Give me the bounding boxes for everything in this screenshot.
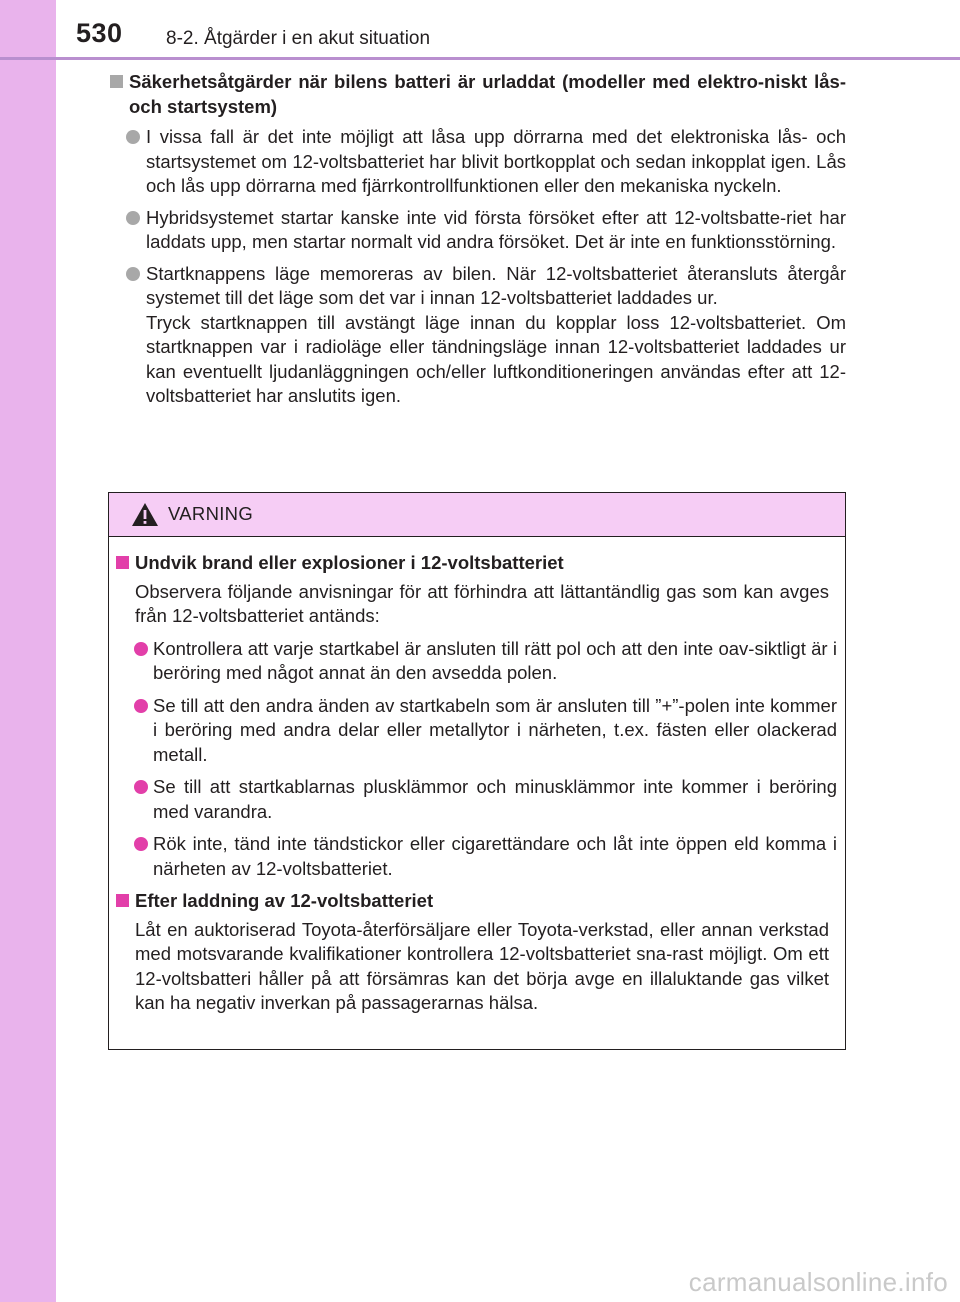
header-rule bbox=[0, 57, 960, 60]
warning-subheading bbox=[115, 889, 837, 914]
warning-header bbox=[109, 493, 845, 537]
warning-triangle-icon bbox=[131, 502, 159, 527]
warning-label: VARNING bbox=[168, 503, 254, 524]
warning-bullet-text: Se till att den andra änden av startkabeln som är ansluten till ”+”-polen inte kommer i beröring med andra delar eller metallytor i närheten, t.ex. fästen eller olackerad metall. bbox=[153, 694, 837, 765]
warning-bullet-text: Kontrollera att varje startkabel är ansluten till rätt pol och att den inte oav-siktligt är i beröring med något annat än den avsedda polen. bbox=[153, 637, 837, 683]
warning-box bbox=[108, 492, 846, 1050]
section-title: 8-2. Åtgärder i en akut situation bbox=[166, 28, 431, 49]
main-heading-text: Säkerhetsåtgärder när bilens batteri är urladdat (modeller med elektro-niskt lås- och startsystem) bbox=[129, 71, 846, 117]
round-bullet-icon bbox=[126, 130, 140, 144]
list-item bbox=[108, 206, 846, 255]
chapter-sidebar bbox=[0, 0, 56, 1302]
list-item bbox=[115, 832, 837, 881]
bullet-text: I vissa fall är det inte möjligt att låsa upp dörrarna med det elektroniska lås- och startsystemet om 12-voltsbatteriet har blivit bortkopplat och sedan inkopplat igen. Lås och lås upp dörrarna med fjärrkontrollfunktionen eller den mekaniska nyckeln. bbox=[146, 126, 846, 196]
main-content bbox=[108, 70, 846, 416]
round-bullet-icon bbox=[126, 267, 140, 281]
warning-bullet-text: Rök inte, tänd inte tändstickor eller cigarettändare och låt inte öppen eld komma i närheten av 12-voltsbatteriet. bbox=[153, 833, 837, 879]
round-bullet-icon bbox=[134, 699, 148, 713]
warning-bullet-text: Se till att startkablarnas plusklämmor och minusklämmor inte kommer i beröring med varandra. bbox=[153, 776, 837, 822]
warning-text: Låt en auktoriserad Toyota-återförsäljare eller Toyota-verkstad, eller annan verkstad med motsvarande kvalifikationer kontrollera 12-voltsbatteriet sna-rast möjligt. Om ett 12-voltsbatteri håller på att försämras kan det börja avge en illaluktande gas vilket kan ha negativ inverkan på passagerarnas hälsa. bbox=[135, 918, 829, 1013]
main-heading bbox=[108, 70, 846, 119]
list-item bbox=[115, 775, 837, 824]
bullet-text: Tryck startknappen till avstängt läge innan du kopplar loss 12-voltsbatteriet. Om startknappen var i radioläge eller tändningsläge innan 12-voltsbatteriet laddades ur kan eventuellt ljudanläggningen och/eller luftkonditioneringen användas efter att 12-voltsbatteriet har anslutits igen. bbox=[146, 311, 846, 406]
page-number: 530 bbox=[76, 18, 123, 48]
list-item bbox=[115, 694, 837, 768]
warning-subheading-text: Efter laddning av 12-voltsbatteriet bbox=[135, 890, 434, 911]
square-bullet-icon bbox=[116, 556, 129, 569]
list-item bbox=[115, 637, 837, 686]
round-bullet-icon bbox=[134, 642, 148, 656]
round-bullet-icon bbox=[126, 211, 140, 225]
square-bullet-icon bbox=[116, 894, 129, 907]
warning-intro: Observera följande anvisningar för att förhindra att lättantändlig gas som kan avges från 12-voltsbatteriet antänds: bbox=[135, 580, 829, 626]
warning-subheading-text: Undvik brand eller explosioner i 12-voltsbatteriet bbox=[135, 552, 564, 573]
square-bullet-icon bbox=[110, 75, 123, 88]
round-bullet-icon bbox=[134, 837, 148, 851]
warning-subheading bbox=[115, 551, 837, 576]
bullet-text: Hybridsystemet startar kanske inte vid första försöket efter att 12-voltsbatte-riet har laddats upp, men startar normalt vid andra försöket. Det är inte en funktionsstörning. bbox=[146, 206, 846, 252]
watermark: carmanualsonline.info bbox=[688, 1267, 948, 1297]
warning-body bbox=[109, 537, 845, 1016]
list-item bbox=[108, 262, 846, 409]
round-bullet-icon bbox=[134, 780, 148, 794]
list-item bbox=[108, 125, 846, 199]
bullet-text: Startknappens läge memoreras av bilen. När 12-voltsbatteriet återansluts återgår systemet till det läge som det var i innan 12-voltsbatteriet laddades ur. bbox=[146, 262, 846, 308]
